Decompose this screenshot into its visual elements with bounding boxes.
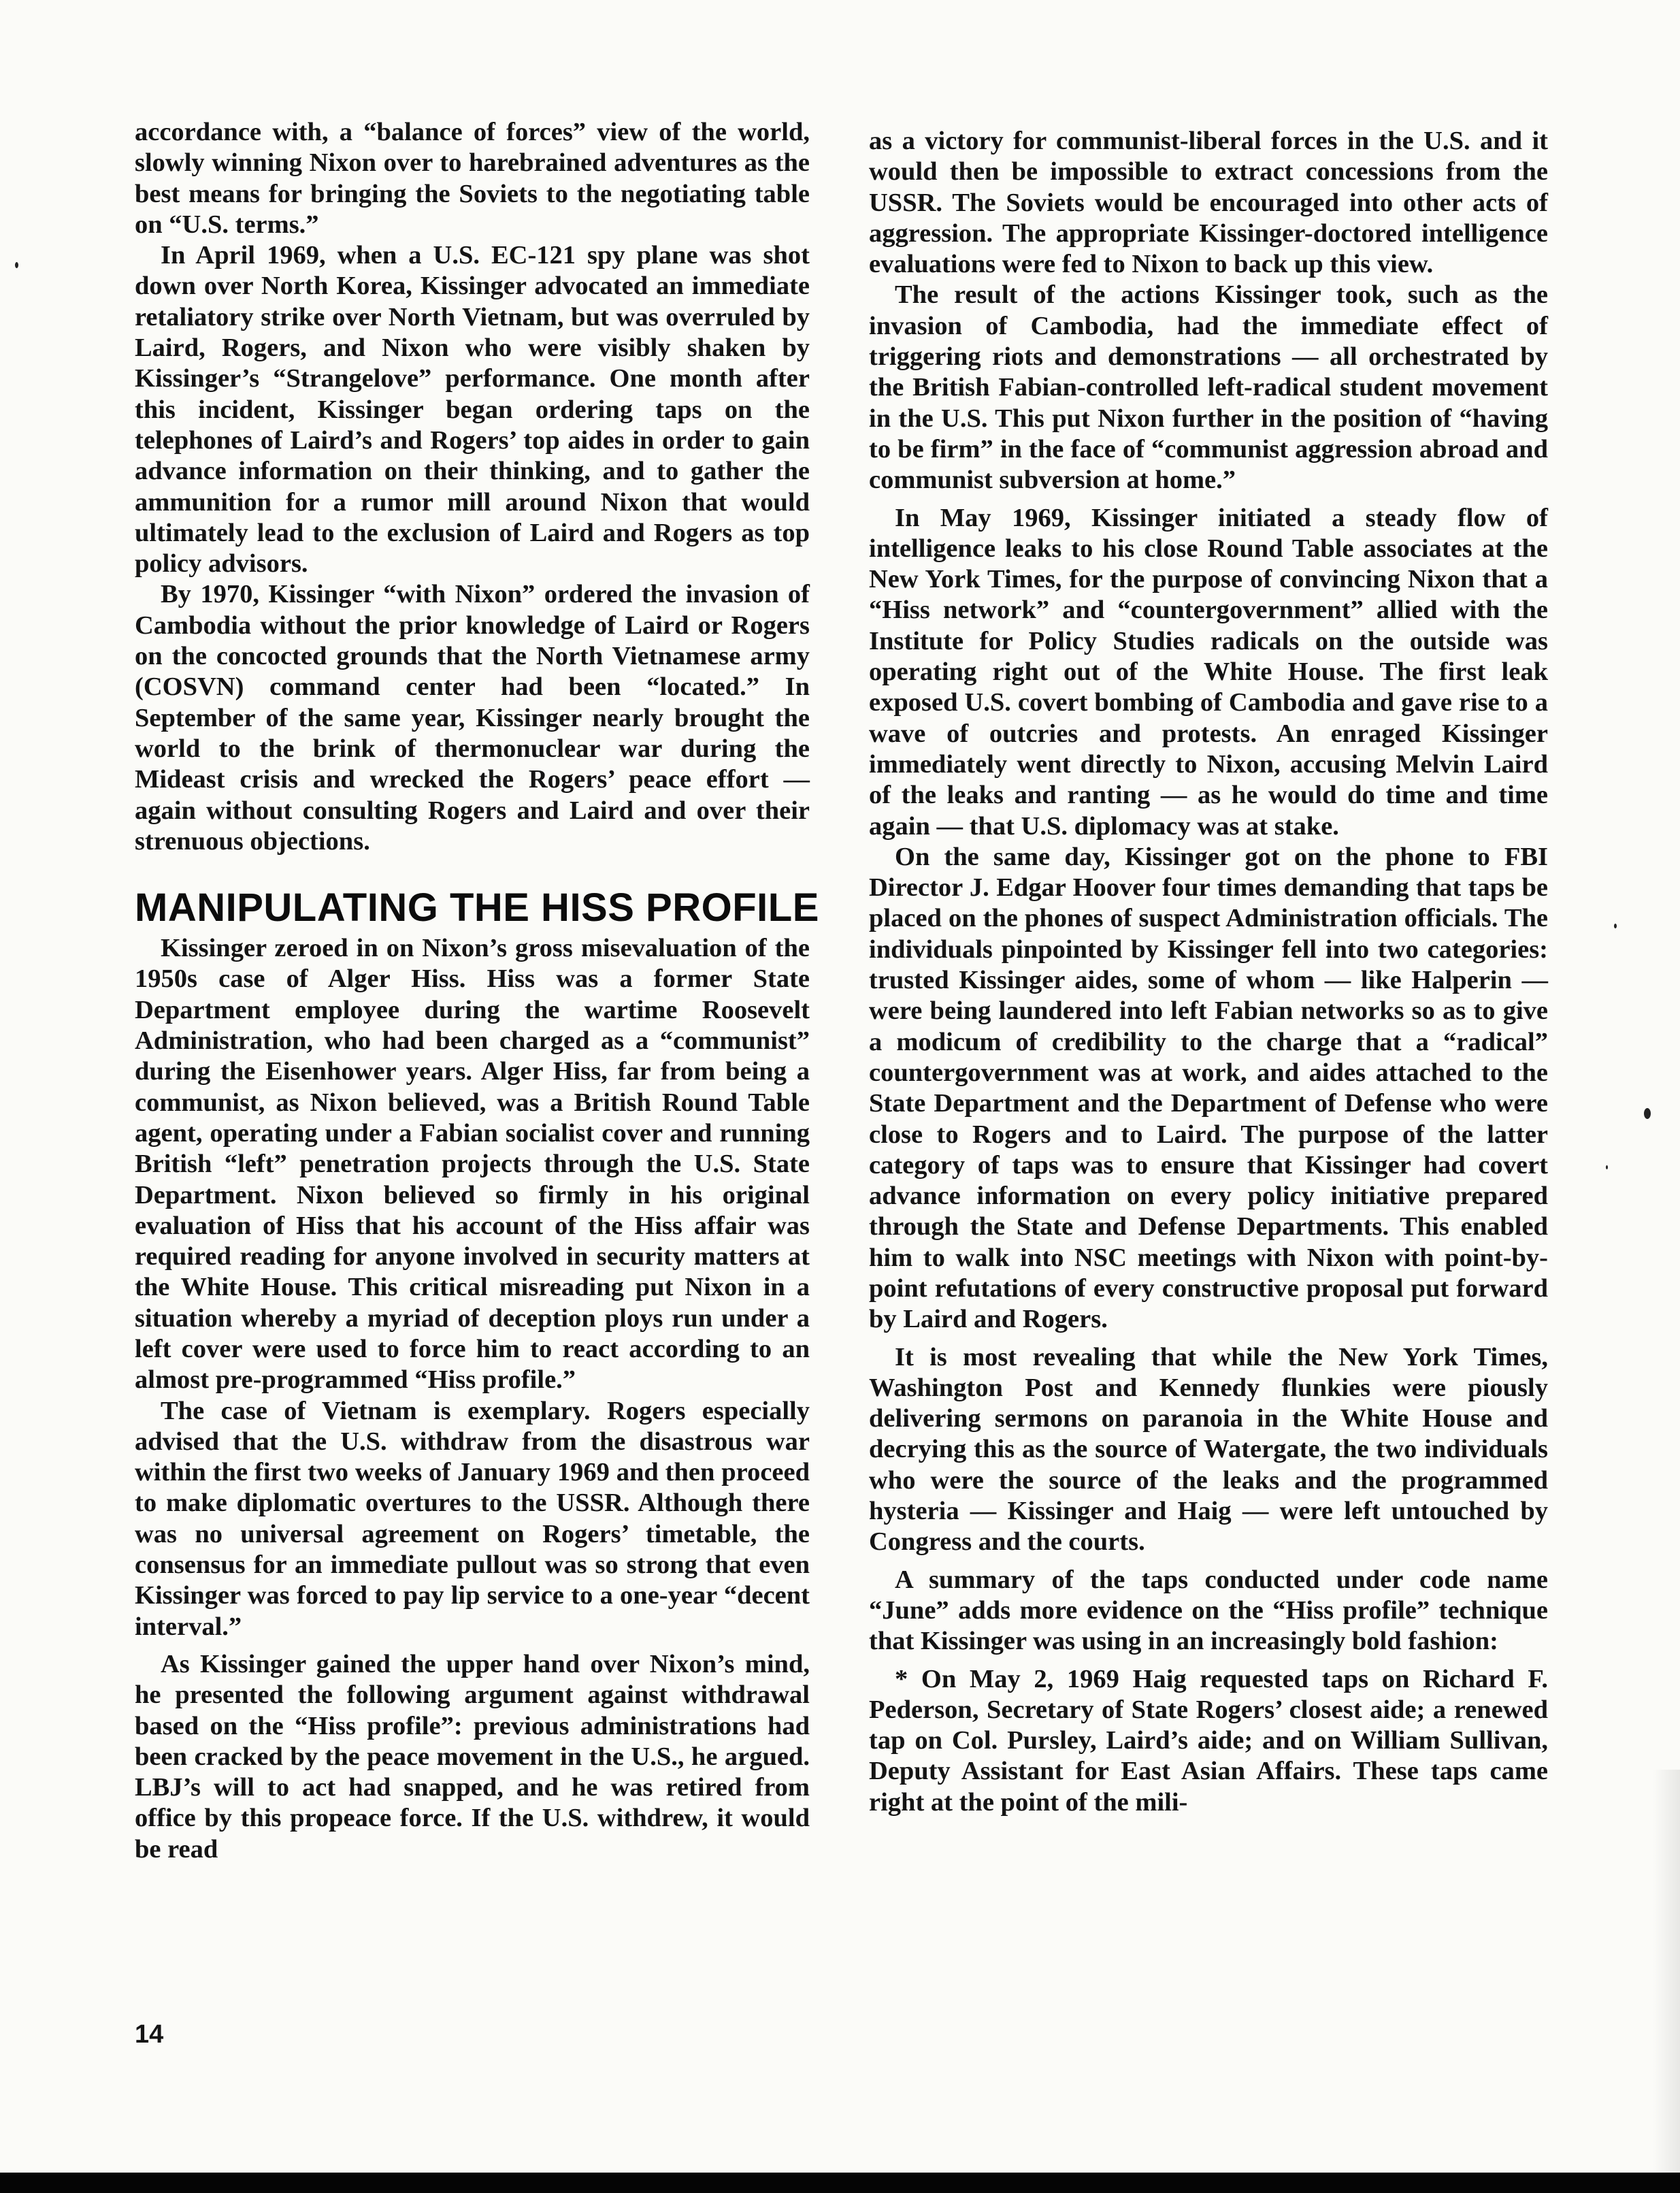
scan-border [0,2173,1680,2193]
paragraph: A summary of the taps conducted under code name “June” adds more evidence on the “Hiss profile” technique that Kissinger was using in an increasingly bold fashion: [869,1565,1548,1656]
print-speck [1644,1108,1651,1119]
paragraph: The case of Vietnam is exemplary. Rogers especially advised that the U.S. withdraw from the disastrous war within the first two weeks of January 1969 and then proceed to make diplomatic overtures to the USSR. Although there was no universal agreement on Rogers’ timetable, the consensus for an immediate pullout was so strong that even Kissinger was forced to pay lip service to a one-year “decent interval.” [135,1396,810,1641]
paragraph: * On May 2, 1969 Haig requested taps on Richard F. Pederson, Secretary of State Rogers’ closest aide; a renewed tap on Col. Pursley, Laird’s aide; and on William Sullivan, Deputy Assistant for East Asian Affairs. These taps came right at the point of the mili- [869,1664,1548,1817]
right-column [869,126,1548,1818]
paragraph: accordance with, a “balance of forces” view of the world, slowly winning Nixon over to harebrained adventures as the best means for bringing the Soviets to the negotiating table on “U.S. terms.” [135,118,810,239]
paragraph: It is most revealing that while the New York Times, Washington Post and Kennedy flunkies were piously delivering sermons on paranoia in the White House and decrying this as the source of Watergate, the two individuals who were the source of the leaks and the programmed hysteria — Kissinger and Haig — were left untouched by Congress and the courts. [869,1342,1548,1557]
section-heading: MANIPULATING THE HISS PROFILE [135,886,819,930]
paragraph: The result of the actions Kissinger took, such as the invasion of Cambodia, had the immediate effect of triggering riots and demonstrations — all orchestrated by the British Fabian-controlled left-radical student movement in the U.S. This put Nixon further in the position of “having to be firm” in the face of “communist aggression abroad and communist subversion at home.” [869,280,1548,495]
paragraph: as a victory for communist-liberal forces in the U.S. and it would then be impossible to extract concessions from the USSR. The Soviets would be encouraged into other acts of aggression. The appropriate Kissinger-doctored intelligence evaluations were fed to Nixon to back up this view. [869,127,1548,279]
left-column [135,117,819,1865]
print-speck [1606,1165,1608,1169]
paragraph: Kissinger zeroed in on Nixon’s gross misevaluation of the 1950s case of Alger Hiss. Hiss was a former State Department employee during the wartime Roosevelt Administration, who had been charged as a “communist” during the Eisenhower years. Alger Hiss, far from being a communist, as Nixon believed, was a British Round Table agent, operating under a Fabian socialist cover and running British “left” penetration projects through the U.S. State Department. Nixon believed so firmly in his original evaluation of Hiss that his account of the Hiss affair was required reading for anyone involved in security matters at the White House. This critical misreading put Nixon in a situation whereby a myriad of deception ploys run under a left cover were used to force him to react according to an almost pre-programmed “Hiss profile.” [135,934,810,1395]
paragraph: On the same day, Kissinger got on the phone to FBI Director J. Edgar Hoover four times demanding that taps be placed on the phones of suspect Administration officials. The individuals pinpointed by Kissinger fell into two categories: trusted Kissinger aides, some of whom — like Halperin — were being laundered into left Fabian networks so as to give a modicum of credibility to the charge that a “radical” countergovernment was at work, and aides attached to the State Department and the Department of Defense who were close to Rogers and to Laird. The purpose of the latter category of taps was to ensure that Kissinger had covert advance information on every policy initiative prepared through the State and Defense Departments. This enabled him to walk into NSC meetings with Nixon with point-by-point refutations of every constructive proposal put forward by Laird and Rogers. [869,842,1548,1334]
paragraph: In May 1969, Kissinger initiated a steady flow of intelligence leaks to his close Round Table associates at the New York Times, for the purpose of convincing Nixon that a “Hiss network” and “countergovernment” allied with the Institute for Policy Studies radicals on the outside was operating right out of the White House. The first leak exposed U.S. covert bombing of Cambodia and gave rise to a wave of outcries and protests. An enraged Kissinger immediately went directly to Nixon, accusing Melvin Laird of the leaks and ranting — as he would do time and time again — that U.S. diplomacy was at stake. [869,503,1548,841]
paragraph: By 1970, Kissinger “with Nixon” ordered the invasion of Cambodia without the prior knowledge of Laird or Rogers on the concocted grounds that the North Vietnamese army (COSVN) command center had been “located.” In September of the same year, Kissinger nearly brought the world to the brink of thermonuclear war during the Mideast crisis and wrecked the Rogers’ peace effort — again without consulting Rogers and Laird and over their strenuous objections. [135,580,810,856]
page-number: 14 [135,2020,164,2049]
print-speck [1614,924,1617,928]
print-speck [15,262,18,268]
paragraph: In April 1969, when a U.S. EC-121 spy plane was shot down over North Korea, Kissinger advocated an immediate retaliatory strike over North Vietnam, but was overruled by Laird, Rogers, and Nixon who were visibly shaken by Kissinger’s “Strangelove” performance. One month after this incident, Kissinger began ordering taps on the telephones of Laird’s and Rogers’ top aides in order to gain advance information on their thinking, and to gather the ammunition for a rumor mill around Nixon that would ultimately lead to the exclusion of Laird and Rogers as top policy advisors. [135,241,810,579]
paragraph: As Kissinger gained the upper hand over Nixon’s mind, he presented the following argument against withdrawal based on the “Hiss profile”: previous administrations had been cracked by the peace movement in the U.S., he argued. LBJ’s will to act had snapped, and he was retired from office by this propeace force. If the U.S. withdrew, it would be read [135,1649,810,1864]
page-edge-shadow [1653,1770,1680,2173]
